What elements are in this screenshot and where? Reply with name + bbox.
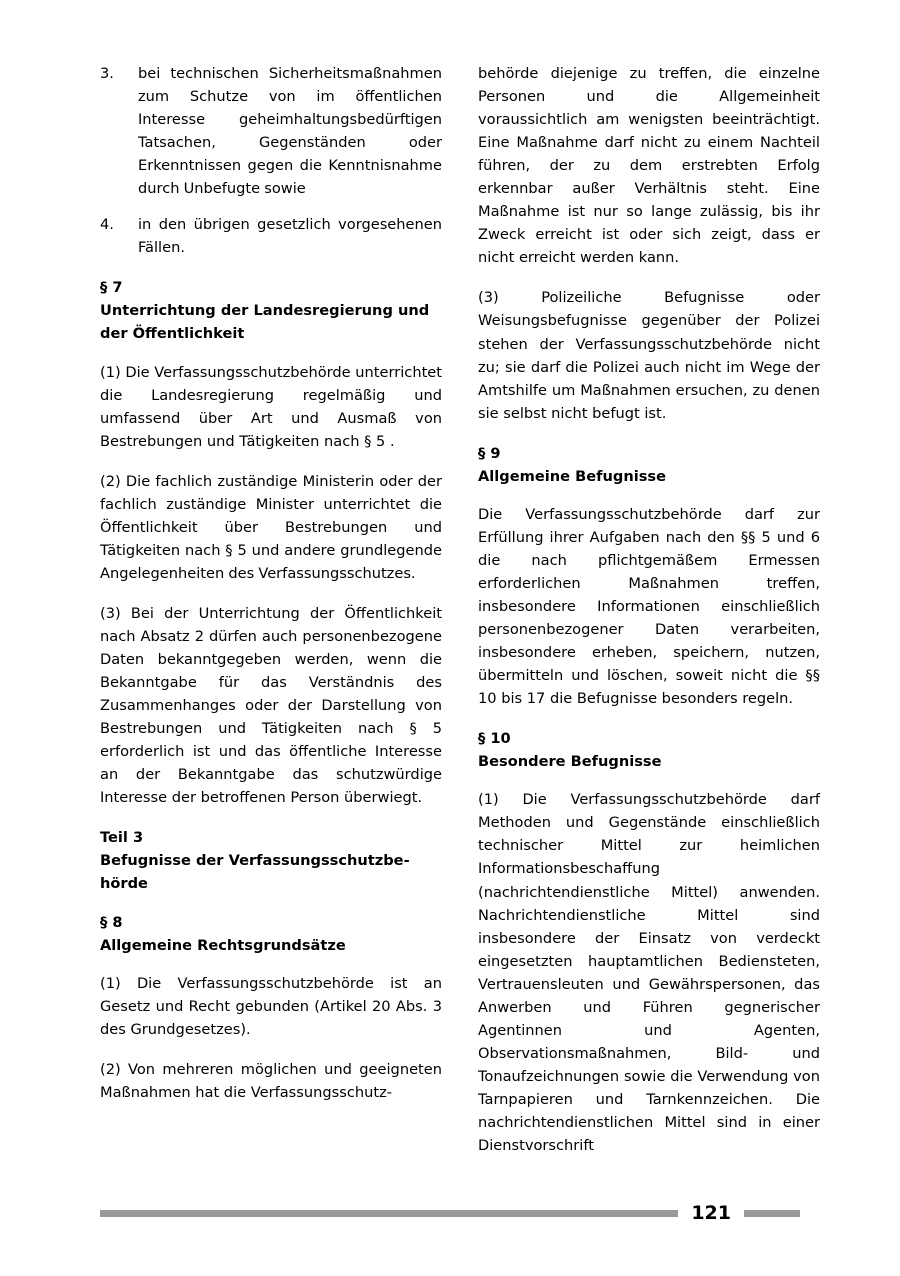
- section-8-heading: [100, 911, 442, 957]
- section-8-paragraph-3: (3) Polizeiliche Befugnisse oder Weisungsbefugnisse gegenüber der Polizei stehen der Verfassungsschutzbehörde nicht zu; sie darf die Polizei auch nicht im Wege der Amtshilfe um Maßnahmen ersuchen, zu denen sie selbst nicht befugt ist.: [478, 289, 820, 422]
- page-number: 121: [691, 1201, 731, 1224]
- part-3-title-line1: Befugnisse der Verfassungsschutzbe-: [100, 852, 410, 870]
- list-item-number: 4.: [100, 216, 114, 234]
- section-10-paragraph-1: (1) Die Verfassungsschutzbehörde darf Methoden und Gegenstände einschließlich technischer Mittel zur heimlichen Informationsbeschaffung (nachrichtendienstliche Mittel) anwenden. Nachrichtendienstliche Mittel sind insbesondere der Einsatz von verdeckt eingesetzten hauptamtlichen Bediensteten, Vertrauensleuten und Gewährspersonen, das Anwerben und Führen gegnerischer Agentinnen und Agenten, Observationsmaßnahmen, Bild- und Tonaufzeichnungen sowie die Verwendung von Tarnpapieren und Tarnkennzeichen. Die nachrichtendienstlichen Mittel sind in einer Dienstvorschrift: [478, 791, 820, 1155]
- list-item-text: bei technischen Sicherheitsmaßnahmen zum Schutze von im öffentlichen Interesse geheimhaltungsbedürftigen Tatsachen, Gegenständen oder Erkenntnissen gegen die Kenntnisnahme durch Unbefugte sowie: [138, 65, 442, 198]
- two-column-layout: [100, 62, 820, 1157]
- section-10-heading: [478, 727, 820, 773]
- section-9-title: Allgemeine Befugnisse: [478, 467, 666, 485]
- section-9-paragraph-1: Die Verfassungsschutzbehörde darf zur Erfüllung ihrer Aufgaben nach den §§ 5 und 6 die nach pflichtgemäßem Ermessen erforderlichen Maßnahmen treffen, insbesondere Informationen einschließlich personenbezogener Daten verarbeiten, insbesondere erheben, speichern, nutzen, übermitteln und löschen, soweit nicht die §§ 10 bis 17 die Befugnisse besonders regeln.: [478, 505, 820, 708]
- list-item: [100, 62, 442, 200]
- section-7-paragraph-2: (2) Die fachlich zuständige Ministerin oder der fachlich zuständige Minister unterrichtet die Öffentlichkeit über Bestrebungen und Tätigkeiten nach § 5 und andere grundlegende Angelegenheiten des Verfassungsschutzes.: [100, 472, 442, 582]
- continuation-paragraph: behörde diejenige zu treffen, die einzelne Personen und die Allgemeinheit voraussichtlich am wenigsten beeinträchtigt. Eine Maßnahme darf nicht zu einem Nachteil führen, der zu dem erstrebten Erfolg erkennbar außer Verhältnis steht. Eine Maßnahme ist nur so lange zulässig, bis ihr Zweck erreicht ist oder sich zeigt, dass er nicht erreicht werden kann.: [478, 65, 820, 267]
- section-10-number: § 10: [478, 730, 511, 748]
- footer-rule-left: [100, 1210, 678, 1217]
- list-item-number: 3.: [100, 65, 114, 82]
- section-8-number: § 8: [100, 913, 123, 931]
- section-10-title: Besondere Befugnisse: [478, 753, 662, 771]
- section-8-paragraph-2: (2) Von mehreren möglichen und geeigneten Maßnahmen hat die Verfassungsschutz-: [100, 1060, 442, 1101]
- list-item: [100, 213, 442, 259]
- section-7-paragraph-3: (3) Bei der Unterrichtung der Öffentlichkeit nach Absatz 2 dürfen auch personenbezogene Daten bekanntgegeben werden, wenn die Bekanntgabe für das Verständnis des Zusammenhanges oder der Darstellung von Bestrebungen und Tätigkeiten nach § 5 erforderlich ist und das öffentliche Interesse an der Bekanntgabe das schutzwürdige Interesse der betroffenen Person überwiegt.: [100, 604, 442, 807]
- part-3-title-line2: hörde: [100, 875, 148, 893]
- part-3-label: Teil 3: [100, 829, 144, 847]
- section-9-heading: [478, 442, 820, 488]
- section-7-title-line1: Unterrichtung der Landesregierung und: [100, 302, 430, 320]
- section-7-number: § 7: [100, 279, 123, 297]
- section-7-heading: [100, 276, 442, 345]
- part-3-heading: [100, 826, 442, 895]
- section-7-title-line2: der Öffentlichkeit: [100, 325, 245, 343]
- section-8-paragraph-1: (1) Die Verfassungsschutzbehörde ist an Gesetz und Recht gebunden (Artikel 20 Abs. 3 des Grundgesetzes).: [100, 974, 442, 1038]
- page-footer: [100, 1202, 800, 1224]
- list-item-text: in den übrigen gesetzlich vorgesehenen Fällen.: [138, 216, 442, 257]
- numbered-list: [100, 62, 442, 259]
- section-7-paragraph-1: (1) Die Verfassungsschutzbehörde unterrichtet die Landesregierung regelmäßig und umfassend über Art und Ausmaß von Bestrebungen und Tätigkeiten nach § 5 .: [100, 363, 442, 450]
- right-column: [478, 62, 820, 1157]
- section-8-title: Allgemeine Rechtsgrundsätze: [100, 936, 346, 954]
- section-9-number: § 9: [478, 444, 501, 462]
- footer-rule-right: [744, 1210, 800, 1217]
- left-column: [100, 62, 442, 1104]
